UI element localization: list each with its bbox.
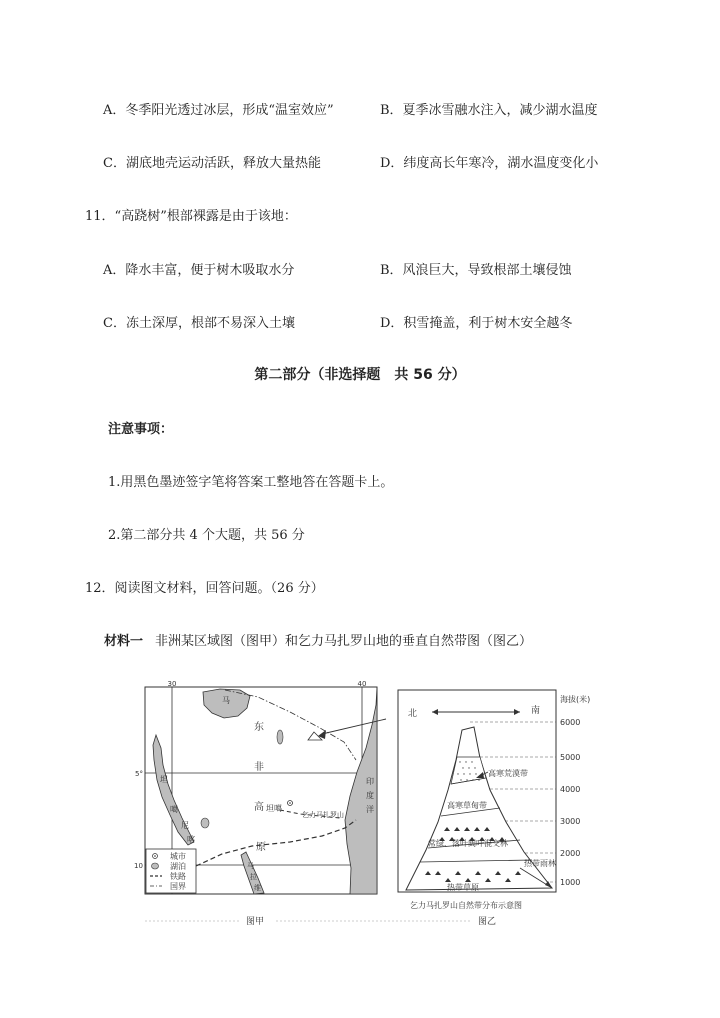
legend-border: 国界 — [170, 882, 186, 891]
map-lon-40: 40 — [357, 680, 367, 688]
diagram-north: 北 — [408, 709, 418, 719]
q10-option-b: B．夏季冰雪融水注入，减少湖水温度 — [380, 103, 598, 118]
caption-jia: 图甲 — [246, 917, 265, 927]
map-lake-tan: 噶 — [170, 805, 178, 814]
axis-tick-3000: 3000 — [560, 817, 581, 826]
map-lake-zhan: 坦 — [160, 775, 168, 784]
axis-tick-5000: 5000 — [560, 753, 581, 762]
map-label-dong: 东 — [254, 722, 264, 733]
zone-alpine-desert: 高寒荒漠带 — [488, 769, 528, 778]
map-ocean-2: 度 — [366, 791, 374, 800]
q11-option-c: C．冻土深厚，根部不易深入土壤 — [103, 316, 295, 331]
legend-city: 城市 — [170, 852, 186, 861]
caption-yi: 图乙 — [478, 917, 497, 927]
legend-lake-icon — [152, 863, 159, 869]
map-lake-south-1: 马 — [247, 862, 254, 870]
legend-rail: 铁路 — [170, 872, 186, 881]
q11-option-d: D．积雪掩盖，利于树木安全越冬 — [380, 316, 573, 331]
axis-tick-6000: 6000 — [560, 718, 581, 727]
figure — [0, 670, 720, 940]
q11-option-b: B．风浪巨大，导致根部土壤侵蚀 — [380, 263, 572, 278]
zone-alpine-meadow: 高寒草甸带 — [447, 801, 487, 810]
map-lat-10: 10 — [134, 862, 143, 870]
q11-option-a: A．降水丰富，便于树木吸取水分 — [103, 263, 295, 278]
notice-item-1: 1.用黑色墨迹签字笔将答案工整地答在答题卡上。 — [108, 475, 394, 490]
map-lake-ma: 马 — [222, 696, 230, 705]
map-ocean-3: 洋 — [366, 805, 374, 814]
map-jia — [134, 680, 386, 894]
zone-rainforest: 热带雨林 — [524, 859, 556, 868]
part2-title: 第二部分（非选择题 共 56 分） — [254, 367, 466, 383]
axis-tick-4000: 4000 — [560, 785, 581, 794]
map-label-yuan: 原 — [256, 842, 266, 853]
map-lake-south-2: 拉 — [250, 873, 257, 881]
q10-option-c: C．湖底地壳运动活跃，释放大量热能 — [103, 156, 321, 171]
map-city-name: 坦噶 — [266, 804, 282, 813]
notice-item-2: 2.第二部分共 4 个大题，共 56 分 — [108, 528, 305, 543]
map-lake-ka: 喀 — [187, 835, 195, 844]
notice-heading: 注意事项： — [108, 422, 174, 437]
map-ocean-1: 印 — [366, 777, 374, 786]
diagram-yi — [398, 690, 590, 910]
zone-mixed-forest: 常绿、落叶阔叶混交林 — [428, 839, 508, 848]
map-lake-south-3: 维 — [254, 884, 261, 892]
map-label-gao: 高 — [254, 802, 264, 813]
axis-tick-2000: 2000 — [560, 849, 581, 858]
diagram-subtitle: 乞力马扎罗山自然带分布示意图 — [410, 901, 522, 910]
zone-savanna: 热带草原 — [447, 883, 479, 892]
material-label: 材料一 — [104, 634, 144, 649]
q11-stem: 11．“高跷树”根部裸露是由于该地： — [85, 209, 297, 224]
q10-option-a: A．冬季阳光透过冰层，形成“温室效应” — [103, 103, 334, 118]
q12-stem: 12．阅读图文材料，回答问题。（26 分） — [85, 581, 324, 596]
legend-lake: 湖泊 — [170, 862, 186, 871]
q10-option-d: D．纬度高长年寒冷，湖水温度变化小 — [380, 156, 599, 171]
material-text: 非洲某区域图（图甲）和乞力马扎罗山地的垂直自然带图（图乙） — [155, 634, 533, 649]
map-lat-5: 5° — [135, 770, 143, 778]
diagram-south: 南 — [531, 706, 541, 716]
axis-tick-1000: 1000 — [560, 878, 581, 887]
map-label-fei: 非 — [254, 762, 264, 773]
map-mountain-name: 乞力马扎罗山 — [302, 811, 344, 819]
map-lon-30: 30 — [167, 680, 177, 688]
map-lake-ni: 尼 — [181, 821, 189, 830]
axis-title: 海拔(米) — [560, 695, 591, 704]
